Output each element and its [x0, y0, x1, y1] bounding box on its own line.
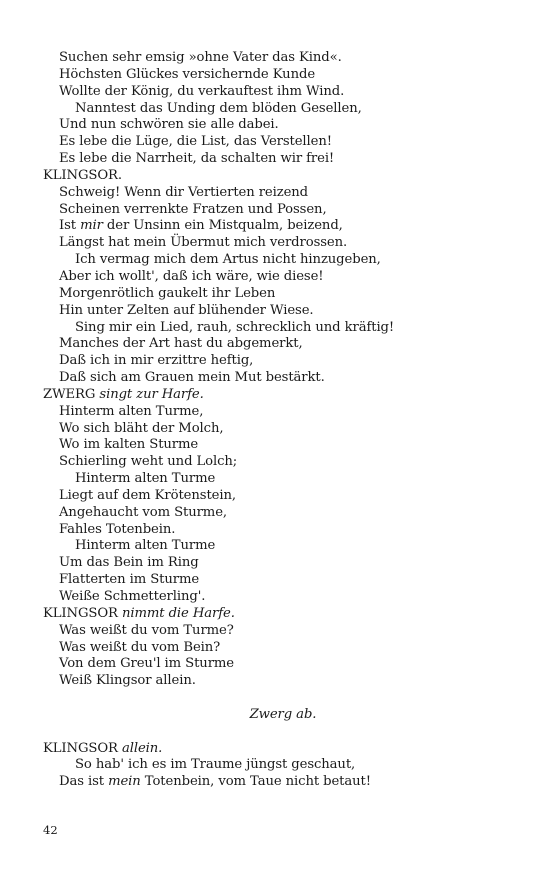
verse-line: Sing mir ein Lied, rauh, schrecklich und kräftig! [75, 319, 395, 335]
verse-line: Daß ich in mir erzittre heftig, [59, 353, 254, 369]
italic-text: Zwerg ab. [249, 706, 317, 722]
verse-line: Wo im kalten Sturme [59, 437, 199, 453]
verse-line: Hinterm alten Turme [75, 471, 216, 487]
verse-line: Und nun schwören sie alle dabei. [59, 117, 279, 133]
speaker-line [43, 741, 523, 758]
text-segment: Das ist [59, 774, 109, 790]
verse-line: Schweig! Wenn dir Vertierten reizend [59, 184, 309, 200]
verse-line: Wo sich bläht der Molch, [59, 420, 224, 436]
verse-line: Hinterm alten Turme, [59, 403, 204, 419]
verse-line: Von dem Greu'l im Sturme [59, 656, 235, 672]
verse-line: Weiße Schmetterling'. [59, 589, 206, 604]
verse-line: Weiß Klingsor allein. [59, 673, 196, 689]
italic-text: mein [108, 774, 141, 790]
verse-line: Ich vermag mich dem Artus nicht hinzugeben, [75, 252, 381, 268]
italic-text: allein. [121, 740, 163, 756]
blank-line [43, 690, 523, 707]
verse-line [43, 218, 523, 235]
speaker-line [43, 606, 523, 623]
verse-line: Scheinen verrenkte Fratzen und Possen, [59, 201, 327, 217]
verse-line: Manches der Art hast du abgemerkt, [59, 336, 303, 352]
verse-line: Daß sich am Grauen mein Mut bestärkt. [59, 370, 325, 386]
verse-line: Nanntest das Unding dem blöden Gesellen, [75, 100, 362, 116]
text-segment: Ist [59, 218, 81, 234]
verse-line: Um das Bein im Ring [59, 555, 199, 571]
verse-line: Es lebe die Narrheit, da schalten wir frei! [59, 151, 335, 167]
verse-line: Liegt auf dem Krötenstein, [59, 487, 236, 503]
verse-line: So hab' ich es im Traume jüngst geschaut, [75, 757, 356, 773]
text-segment: KLINGSOR. [43, 167, 122, 183]
page-number: 42 [43, 823, 58, 837]
verse-line [43, 774, 523, 791]
verse-line: Es lebe die Lüge, die List, das Verstellen! [59, 134, 332, 150]
verse-line: Höchsten Glückes versichernde Kunde [59, 66, 316, 82]
italic-text: mir [80, 218, 103, 234]
verse-line: Was weißt du vom Turme? [59, 622, 234, 638]
text-segment: KLINGSOR [43, 605, 122, 621]
verse-line: Längst hat mein Übermut mich verdrossen. [59, 235, 348, 251]
verse-line: Hinterm alten Turme [75, 538, 216, 554]
text-segment: Totenbein, vom Taue nicht betaut! [140, 774, 371, 790]
text-segment: KLINGSOR [43, 740, 122, 756]
verse-line: Angehaucht vom Sturme, [59, 504, 228, 520]
verse-line: Suchen sehr emsig »ohne Vater das Kind«. [59, 50, 342, 65]
text-segment: der Unsinn ein Mistqualm, beizend, [102, 218, 343, 234]
blank-line [43, 724, 523, 741]
verse-line: Schierling weht und Lolch; [59, 454, 238, 470]
verse-line: Flatterten im Sturme [59, 572, 200, 588]
italic-text: nimmt die Harfe. [121, 605, 235, 621]
stage-direction [43, 707, 523, 724]
speaker-line [43, 387, 523, 404]
verse-line: Aber ich wollt', daß ich wäre, wie diese! [59, 268, 324, 284]
verse-line: Was weißt du vom Bein? [59, 639, 221, 655]
speaker-line [43, 168, 523, 185]
verse-line: Fahles Totenbein. [59, 521, 176, 537]
italic-text: singt zur Harfe. [99, 386, 204, 402]
text-segment: ZWERG [43, 386, 100, 402]
verse-line: Wollte der König, du verkauftest ihm Wind. [59, 83, 345, 99]
drama-text [43, 50, 523, 791]
verse-line: Hin unter Zelten auf blühender Wiese. [59, 302, 314, 318]
verse-line: Morgenrötlich gaukelt ihr Leben [59, 285, 276, 301]
